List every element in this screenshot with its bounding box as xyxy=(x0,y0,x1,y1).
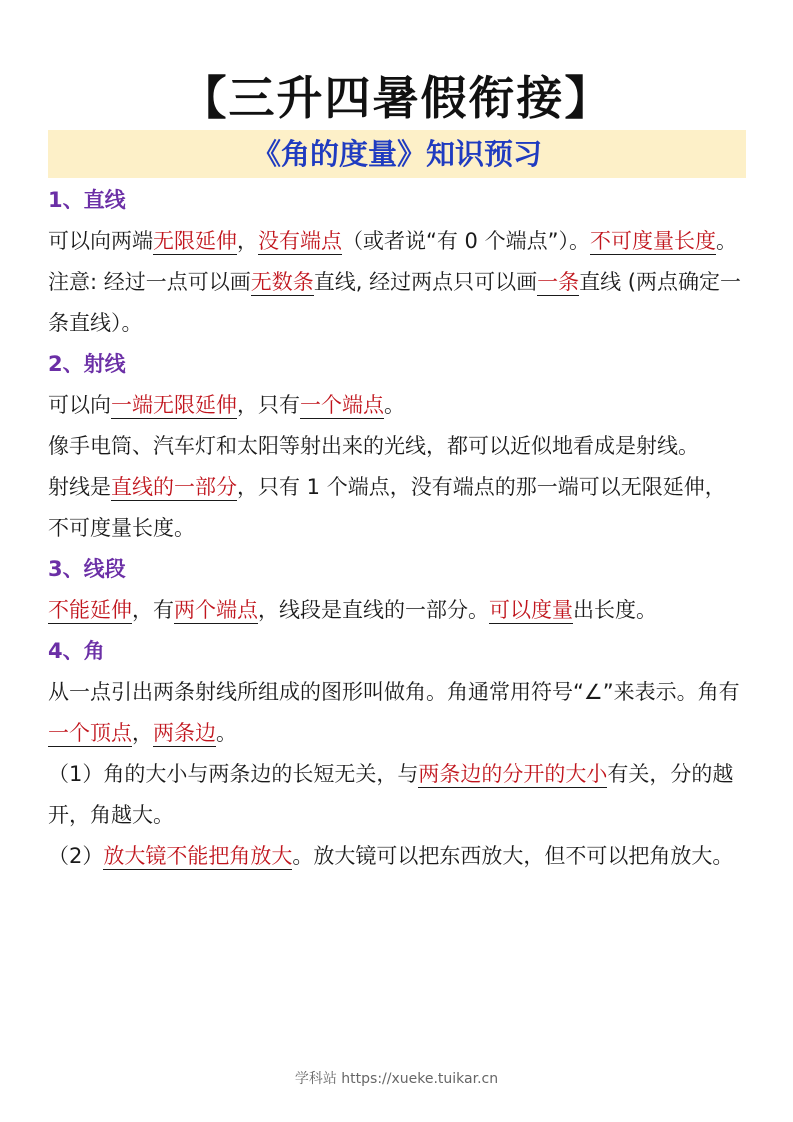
text: ， xyxy=(237,229,258,253)
page-title: 【三升四暑假衔接】 xyxy=(180,71,613,125)
text: ，线段是直线的一部分。 xyxy=(258,598,489,622)
ray-paragraph-1 xyxy=(48,385,746,426)
text: 出长度。 xyxy=(573,598,657,622)
text: 可以向 xyxy=(48,393,111,417)
keyword: 无数条 xyxy=(250,270,314,294)
angle-paragraph-2 xyxy=(48,754,746,836)
line-paragraph-1 xyxy=(48,221,746,262)
text: 从一点引出两条射线所组成的图形叫做角。角通常用符号“∠”来表示。角有 xyxy=(48,680,740,704)
text: （或者说“有 0 个端点”）。 xyxy=(342,229,590,253)
text: （1）角的大小与两条边的长短无关，与 xyxy=(48,762,419,786)
keyword: 没有端点 xyxy=(258,229,342,253)
keyword: 一端无限延伸 xyxy=(111,393,237,417)
section-heading-angle: 4、角 xyxy=(48,639,105,663)
text: ，只有 1 个端点，没有端点的那一端可以无限延伸，不可度量长度。 xyxy=(48,475,726,540)
text: 可以向两端 xyxy=(48,229,153,253)
text: 直线 (两点确定一条直线）。 xyxy=(48,270,741,335)
text: 。 xyxy=(384,393,405,417)
keyword: 一个端点 xyxy=(300,393,384,417)
text: 。 xyxy=(715,229,737,253)
text: 注意: 经过一点可以画 xyxy=(48,270,251,294)
text: 有关，分的越开，角越大。 xyxy=(48,762,734,827)
section-heading-ray: 2、射线 xyxy=(48,352,126,376)
keyword: 一个顶点 xyxy=(48,721,132,745)
keyword: 放大镜不能把角放大 xyxy=(103,844,293,868)
ray-paragraph-2: 像手电筒、汽车灯和太阳等射出来的光线，都可以近似地看成是射线。 xyxy=(48,434,699,458)
text: ，有 xyxy=(132,598,174,622)
text: 。放大镜可以把东西放大，但不可以把角放大。 xyxy=(292,844,734,868)
angle-paragraph-1 xyxy=(48,672,746,754)
text: 。 xyxy=(216,721,237,745)
keyword: 直线的一部分 xyxy=(111,475,237,499)
ray-paragraph-3 xyxy=(48,467,746,549)
keyword: 可以度量 xyxy=(489,598,573,622)
keyword: 两条边 xyxy=(153,721,216,745)
angle-paragraph-3 xyxy=(48,836,746,877)
keyword: 两条边的分开的大小 xyxy=(418,762,608,786)
keyword: 不能延伸 xyxy=(48,598,132,622)
content xyxy=(48,180,746,877)
section-heading-segment: 3、线段 xyxy=(48,557,126,581)
footer-source: 学科站 https://xueke.tuikar.cn xyxy=(294,1071,499,1087)
line-paragraph-2 xyxy=(48,262,746,344)
text: 射线是 xyxy=(48,475,111,499)
text: ， xyxy=(132,721,153,745)
keyword: 无限延伸 xyxy=(153,229,237,253)
section-heading-line: 1、直线 xyxy=(48,188,126,212)
text: ，只有 xyxy=(237,393,300,417)
text: （2） xyxy=(48,844,104,868)
keyword: 不可度量长度 xyxy=(589,229,716,253)
keyword: 一条 xyxy=(537,270,580,294)
keyword: 两个端点 xyxy=(174,598,258,622)
segment-paragraph-1 xyxy=(48,590,746,631)
page-subtitle: 《角的度量》知识预习 xyxy=(251,137,542,171)
text: 直线, 经过两点只可以画 xyxy=(313,270,538,294)
